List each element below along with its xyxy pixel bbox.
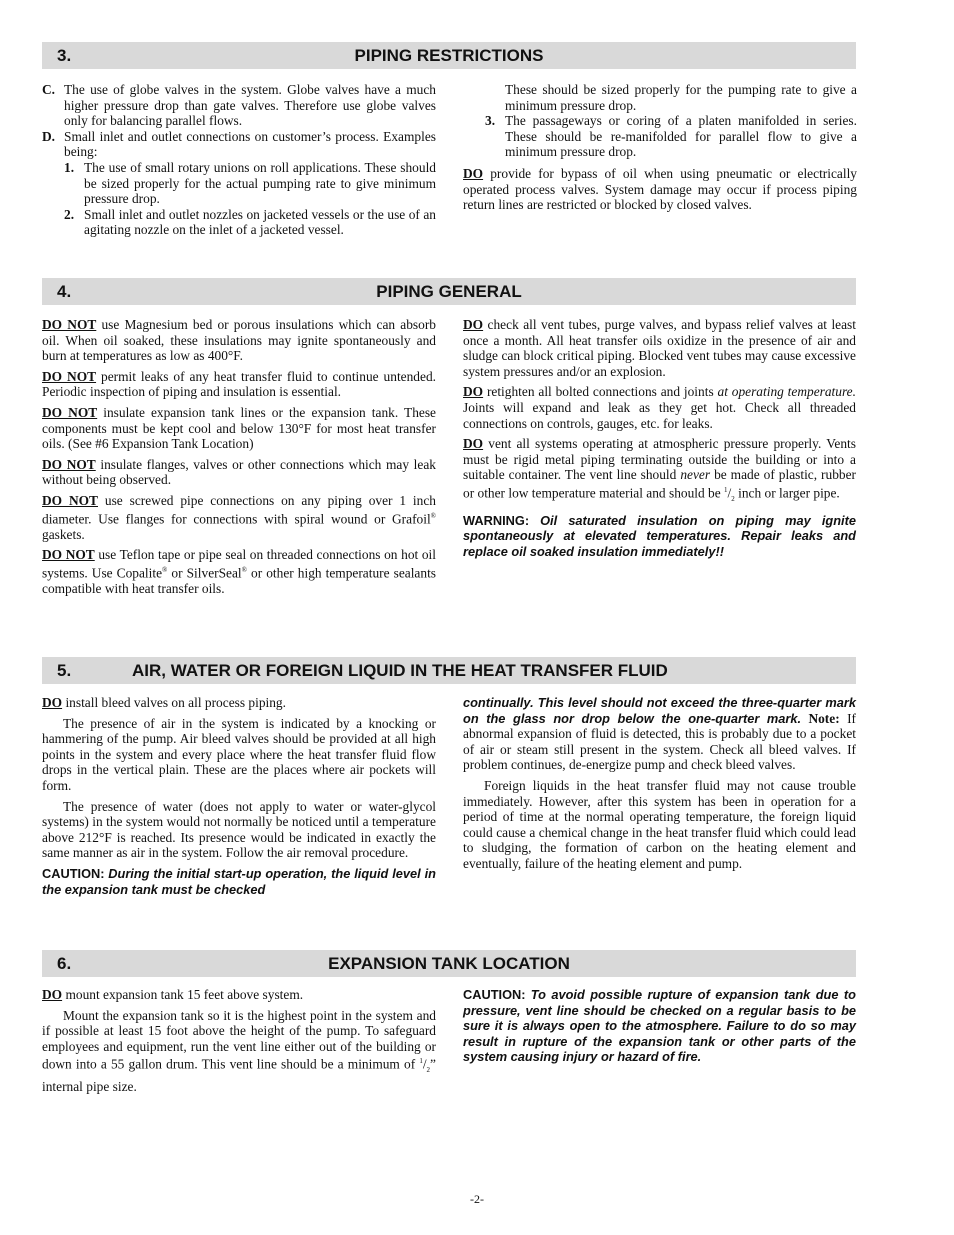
- paragraph-text: or other high temperature sealants compatible with heat transfer oils.: [42, 565, 436, 596]
- do-label: DO: [463, 384, 484, 400]
- italic-text: at operating temperature.: [717, 384, 856, 400]
- paragraph-text: insulate expansion tank lines or the expansion tank. These components must be kept cool and below 130°F for most heat transfer oils. (See #6 Expansion Tank Location): [42, 404, 436, 452]
- do-label: DO: [463, 436, 484, 452]
- paragraph-text: vent all systems operating at atmospheric pressure properly. Vents must be rigid metal piping terminating outside the building or into a suitable container. The vent line should: [463, 436, 856, 483]
- list-item: [42, 207, 436, 238]
- list-text: The use of globe valves in the system. Globe valves have a much higher pressure drop than gate valves. Therefore use globe valves only for balancing parallel flows.: [64, 82, 436, 129]
- paragraph: Foreign liquids in the heat transfer fluid may not cause trouble immediately. However, after this system has been in operation for a period of time at the normal operating temperature, the foreign liquid could cause a chemical change in the heat transfer fluid which could lead to sludging, the formation of carbon on the heating element and eventually, failure of the heating element and pump.: [463, 777, 856, 871]
- paragraph-text: install bleed valves on all process piping.: [65, 695, 286, 710]
- registered-mark: ®: [241, 565, 247, 574]
- section-number: 6.: [57, 954, 72, 973]
- do-label: DO: [42, 695, 63, 710]
- list-text: Small inlet and outlet connections on customer’s process. Examples being:: [64, 128, 436, 160]
- caution-text: continually. This level should not exceed the three-quarter mark on the glass nor drop below the one-quarter mark.: [463, 695, 856, 726]
- list-marker: 1.: [64, 159, 75, 175]
- paragraph: [42, 369, 436, 400]
- section-6-left-column: [42, 987, 436, 1100]
- list-text: The use of small rotary unions on roll applications. These should be sized properly for the actual pumping rate to give minimum pressure drop.: [84, 159, 436, 207]
- paragraph-text: gaskets.: [42, 526, 85, 542]
- section-3-left-column: [42, 82, 436, 238]
- list-item: [42, 82, 436, 129]
- paragraph: The presence of air in the system is indicated by a knocking or hammering of the pump. Air bleed valves should be provided at all high points in the system and every place where the heat transfer fluid flow drops in the vertical plain. These are the places where air pockets will form.: [42, 715, 436, 793]
- paragraph: [42, 547, 436, 596]
- paragraph: The presence of water (does not apply to water or water-glycol systems) in the system would not normally be noticed until a temperature above 212°F is reached. Its presence would be indicated in exactly the same manner as air in the system. Follow the air removal procedure.: [42, 798, 436, 861]
- paragraph: [42, 317, 436, 364]
- fraction-numerator: 1: [419, 1057, 423, 1066]
- paragraph: [463, 384, 856, 431]
- fraction-denominator: 2: [426, 1066, 431, 1075]
- paragraph: [463, 166, 857, 213]
- do-label: DO: [463, 317, 484, 332]
- registered-mark: ®: [162, 565, 168, 574]
- do-not-label: DO NOT: [42, 368, 97, 384]
- list-item: [463, 113, 857, 160]
- list-marker: 3.: [485, 113, 496, 129]
- paragraph-text: If abnormal expansion of fluid is detected, this is probably due to a pocket of air or steam still present in the system. Check all bleed valves. If problem continues, de-energize pump and check bleed valves.: [463, 710, 856, 773]
- section-4-left-column: [42, 317, 436, 601]
- section-4-right-column: [463, 317, 856, 564]
- fraction-numerator: 1: [724, 485, 728, 494]
- section-title: PIPING RESTRICTIONS: [354, 46, 544, 65]
- caution-paragraph-continued: [463, 695, 856, 773]
- paragraph: [42, 987, 436, 1003]
- paragraph-text: inch or larger pipe.: [738, 485, 840, 501]
- section-5-header: [42, 657, 856, 684]
- section-4-header: [42, 278, 856, 305]
- paragraph: [42, 405, 436, 452]
- list-text: These should be sized properly for the pumping rate to give a minimum pressure drop.: [505, 82, 857, 113]
- do-not-label: DO NOT: [42, 547, 95, 563]
- paragraph-text: Mount the expansion tank so it is the highest point in the system and if possible at least 15 foot above the height of the pump. To safeguard employees and equipment, run the vent line either out of the building or down into a 55 gallon drum. This vent line should be a minimum of: [42, 1007, 436, 1072]
- paragraph-text: check all vent tubes, purge valves, and bypass relief valves at least once a month. All heat transfer oils oxidize in the presence of air and sludge can block critical piping. Blocked vent tubes may cause excessive system pressures and/or an explosion.: [463, 317, 856, 379]
- do-label: DO: [42, 987, 63, 1002]
- list-item: [42, 129, 436, 160]
- section-title: AIR, WATER OR FOREIGN LIQUID IN THE HEAT TRANSFER FLUID: [132, 661, 668, 680]
- paragraph-text: permit leaks of any heat transfer fluid to continue untended. Periodic inspection of piping and insulation is essential.: [42, 368, 436, 400]
- paragraph: [42, 695, 436, 711]
- caution-label: CAUTION:: [42, 865, 105, 881]
- list-text: The passageways or coring of a platen manifolded in series. These should be re-manifolded for parallel flow to give a minimum pressure drop.: [505, 113, 857, 160]
- do-not-label: DO NOT: [42, 317, 97, 332]
- section-6-header: [42, 950, 856, 977]
- paragraph-text: provide for bypass of oil when using pneumatic or electrically operated process valves. System damage may occur if process piping return lines are restricted or blocked by closed valves.: [463, 165, 857, 213]
- list-text: Small inlet and outlet nozzles on jacketed vessels or the use of an agitating nozzle on the inlet of a jacketed vessel.: [84, 206, 436, 238]
- section-title: PIPING GENERAL: [376, 282, 522, 301]
- section-5-right-column: [463, 695, 856, 877]
- paragraph-text: use Teflon tape or pipe seal on threaded connections on hot oil systems. Use Copalite: [42, 547, 436, 581]
- paragraph-text: Joints will expand and leak as they get hot. Check all threaded connections on controls, gauges, etc. for leaks.: [463, 399, 856, 431]
- paragraph: Mount the expansion tank so it is the highest point in the system and if possible at least 15 foot above the height of the pump. To safeguard employees and equipment, run the vent line either out of the building or down into a 55 gallon drum. This vent line should be a minimum of $^1/_2$” internal pipe size.: [42, 1007, 436, 1095]
- do-not-label: DO NOT: [42, 492, 98, 508]
- note-label: Note:: [808, 710, 840, 726]
- warning-label: WARNING:: [463, 512, 530, 528]
- list-item: [42, 160, 436, 207]
- paragraph-text: use Magnesium bed or porous insulations which can absorb oil. When oil soaked, these insulations may ignite spontaneously and burn at temperatures as low as 400°F.: [42, 317, 436, 364]
- registered-mark: ®: [430, 511, 436, 520]
- list-marker: D.: [42, 128, 56, 144]
- section-title: EXPANSION TANK LOCATION: [328, 954, 570, 973]
- do-label: DO: [463, 165, 484, 181]
- warning-text: Oil saturated insulation on piping may ignite spontaneously at elevated temperatures. Repair leaks and replace oil soaked insulation immediately!!: [463, 512, 856, 559]
- paragraph-text: retighten all bolted connections and joints: [486, 384, 714, 400]
- list-marker: C.: [42, 82, 56, 97]
- caution-paragraph: [463, 987, 856, 1065]
- section-number: 3.: [57, 46, 72, 65]
- caution-paragraph: [42, 866, 436, 897]
- paragraph-text: or SilverSeal: [167, 565, 242, 581]
- paragraph-text: use screwed pipe connections on any piping over 1 inch diameter. Use flanges for connections with spiral wound or Grafoil: [42, 492, 436, 526]
- paragraph: [42, 493, 436, 542]
- paragraph-text: be made of plastic, rubber or other low temperature material and should be: [463, 467, 856, 501]
- warning-paragraph: [463, 513, 856, 560]
- caution-label: CAUTION:: [463, 987, 526, 1002]
- italic-text: never: [680, 467, 711, 483]
- paragraph-text: insulate flanges, valves or other connections which may leak without being observed.: [42, 456, 436, 488]
- list-item-continued: [463, 82, 857, 113]
- fraction-denominator: 2: [731, 495, 735, 504]
- section-6-right-column: [463, 987, 856, 1070]
- list-marker: 2.: [64, 206, 75, 222]
- do-not-label: DO NOT: [42, 456, 96, 472]
- section-3-right-column: [463, 82, 857, 218]
- paragraph-text: ” internal pipe size.: [42, 1056, 436, 1095]
- section-5-left-column: [42, 695, 436, 902]
- paragraph: DO vent all systems operating at atmospheric pressure properly. Vents must be rigid metal piping terminating outside the building or into a suitable container. The vent line should never be made of plastic, rubber or other low temperature material and should be $^1/_2$ inch or larger pipe.: [463, 436, 856, 504]
- caution-text: During the initial start-up operation, the liquid level in the expansion tank must be checked: [42, 865, 436, 897]
- page-number: -2-: [470, 1192, 484, 1206]
- paragraph: [42, 457, 436, 488]
- caution-text: To avoid possible rupture of expansion tank due to pressure, vent line should be checked on a regular basis to be sure it is always open to the atmosphere. Failure to do so may result in rupture of the expansion tank or other parts of the system causing injury or hazard of fire.: [463, 987, 856, 1065]
- section-number: 4.: [57, 282, 72, 301]
- section-3-header: [42, 42, 856, 69]
- paragraph: [463, 317, 856, 379]
- paragraph-text: mount expansion tank 15 feet above system.: [65, 987, 304, 1002]
- do-not-label: DO NOT: [42, 404, 98, 420]
- section-number: 5.: [57, 661, 72, 680]
